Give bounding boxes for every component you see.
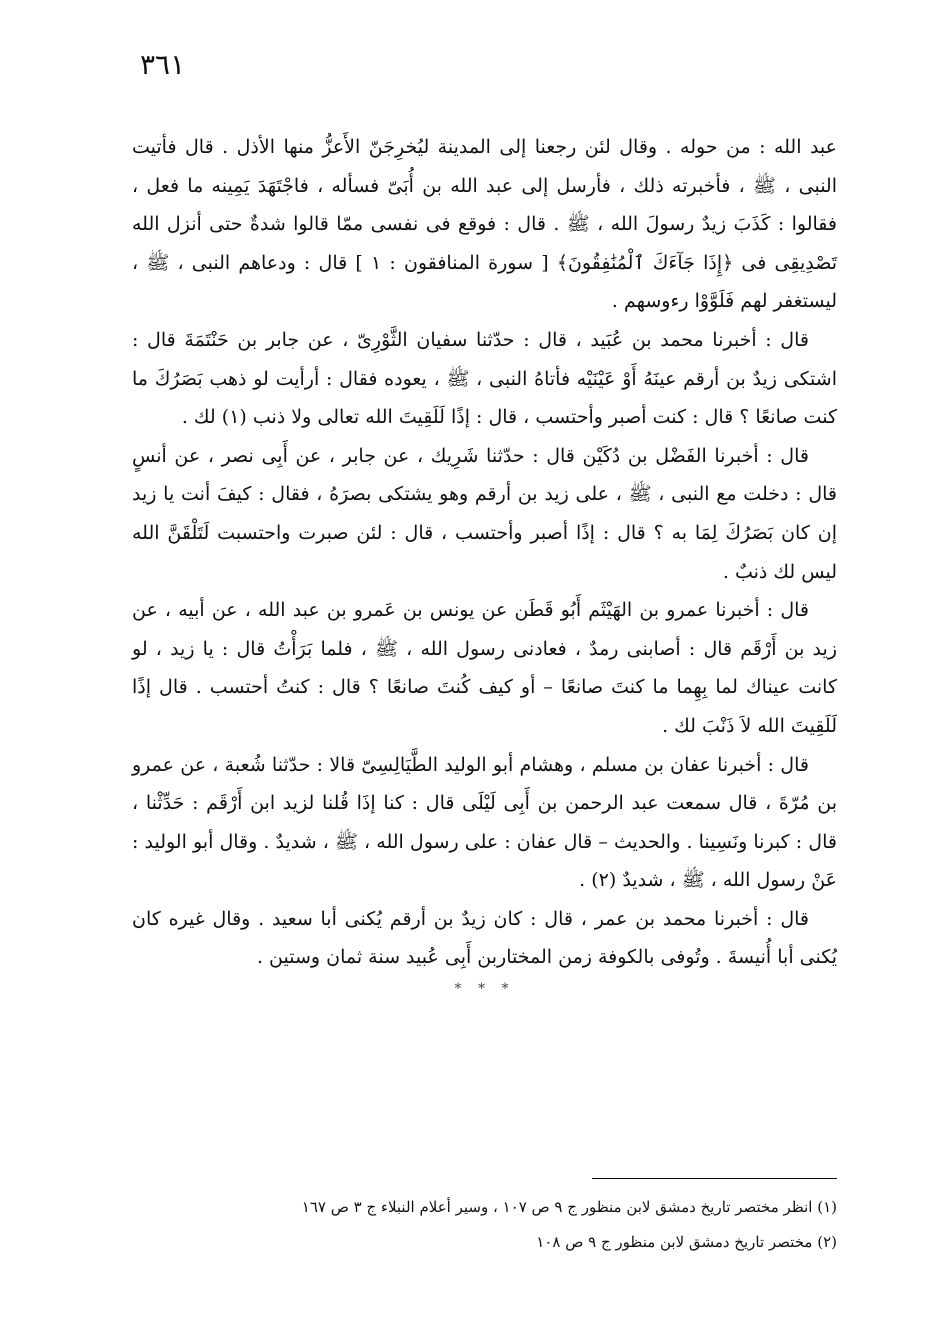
page-number: ٣٦١ [140,48,186,81]
footnotes [132,1190,837,1260]
main-text [132,128,837,997]
paragraph: قال : أخبرنا عمرو بن الهَيْثَم أَبُو قَطَن عن يونس بن عَمرو بن عبد الله ، عن أبيه ، عن زيد بن أَرْقَم قال : أصابنى رمدٌ ، فعادنى رسول الله ، ﷺ ، فلما بَرَأْتُ قال : يا زيد ، لو كانت عيناك لما بِهِما ما كنتَ صانعًا – أو كيف كُنتَ صانعًا ؟ قال : كنتُ أحتسب . قال إذًا لَلَقِيتَ الله لاَ ذَنْبَ لك . [132,599,837,737]
paragraph: قال : أخبرنا محمد بن عُبَيد ، قال : حدّثنا سفيان الثَّوْرِىّ ، عن جابر بن حَنْتَمَةَ قال : اشتكى زيدٌ بن أرقم عينَهُ أَوْ عَيْنَيْه فأتاهُ النبى ، ﷺ ، يعوده فقال : أرأيت لو ذهب بَصَرُكَ ما كنت صانعًا ؟ قال : كنت أصبر وأحتسب ، قال : إذًا لَلَقِيتَ الله تعالى ولا ذنب (١) لك . [132,328,837,429]
paragraph: قال : أخبرنا عفان بن مسلم ، وهشام أبو الوليد الطَّيَالِسِىّ قالا : حدّثنا شُعبة ، عن عمرو بن مُرّةَ ، قال سمعت عبد الرحمن بن أَبِى لَيْلَى قال : كنا إذَا قُلنا لزيد ابن أَرْقَم : حَدِّثْنا ، قال : كبرنا ونَسِينا . والحديث – قال عفان : على رسول الله ، ﷺ ، شديدٌ . وقال أبو الوليد : عَنْ رسول الله ، ﷺ ، شديدٌ (٢) . [132,753,837,892]
paragraph: قال : أخبرنا الفَضْل بن دُكَيْن قال : حدّثنا شَرِيك ، عن جابر ، عن أَبِى نصر ، عن أنسٍ قال : دخلت مع النبى ، ﷺ ، على زيد بن أرقم وهو يشتكى بصرَهُ ، فقال : كيفَ أنت يا زيد إن كان بَصَرُكَ لِمَا به ؟ قال : إذًا أصبر وأحتسب ، قال : لئن صبرت واحتسبت لَتَلْقَنَّ الله ليس لك ذنبٌ . [132,444,837,583]
paragraph: قال : أخبرنا محمد بن عمر ، قال : كان زيدٌ بن أرقم يُكنى أبا سعيد . وقال غيره كان يُكنى أبا أُنيسةَ . وتُوفى بالكوفة زمن المختاربن أَبِى عُبيد سنة ثمان وستين . [132,907,837,969]
footnote: (١) انظر مختصر تاريخ دمشق لابن منظور ج ٩ ص ١٠٧ ، وسير أعلام النبلاء ج ٣ ص ١٦٧ [301,1198,837,1216]
footnote: (٢) مختصر تاريخ دمشق لابن منظور ج ٩ ص ١٠٨ [536,1233,837,1251]
paragraph: عبد الله : من حوله . وقال لئن رجعنا إلى المدينة ليُخرِجَنّ الأَعزُّ منها الأذل . قال فأتيت النبى ، ﷺ ، فأخبرته ذلك ، فأرسل إلى عبد الله بن أُبَىّ فسأله ، فاجْتَهَدَ يَمِينه ما فعل ، فقالوا : كَذَبَ زيدٌ رسولَ الله ، ﷺ . قال : فوقع فى نفسى ممّا قالوا شدةٌ حتى أنزل الله تَصْدِيقِى فى ﴿إِذَا جَآءَكَ ٱلْمُنَٰفِقُونَ﴾ [ سورة المنافقون : ١ ] قال : ودعاهم النبى ، ﷺ ، ليستغفر لهم فَلَوَّوْا رءوسهم . [132,136,837,313]
section-separator: * * * [454,981,515,998]
footnote-divider [592,1178,837,1179]
